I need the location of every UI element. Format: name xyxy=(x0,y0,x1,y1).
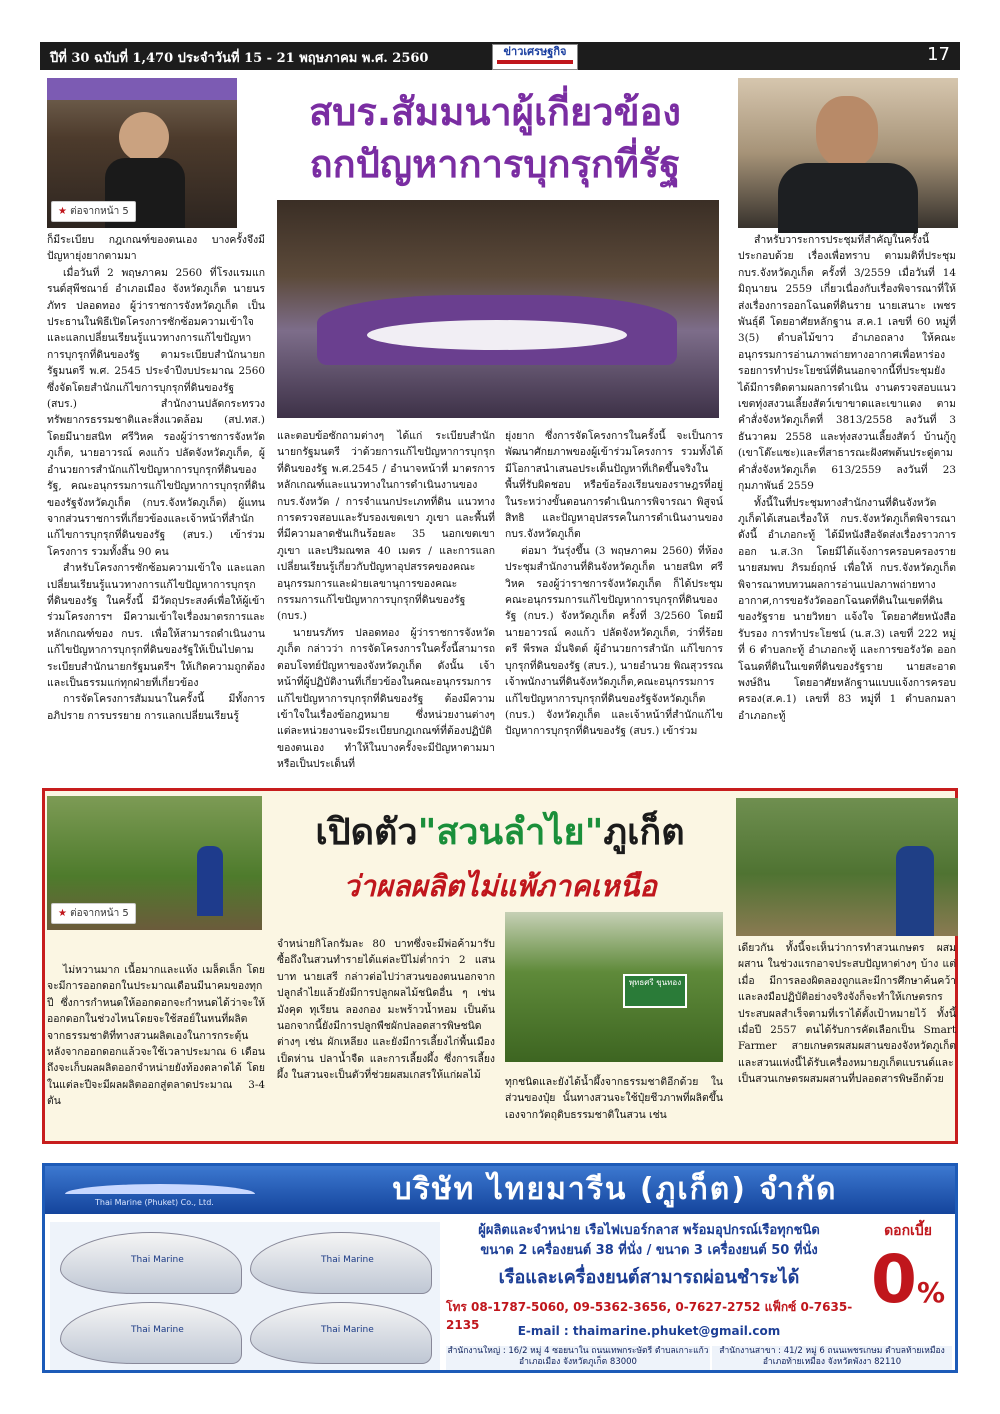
farmer-figure xyxy=(197,846,223,916)
paragraph: เมื่อวันที่ 2 พฤษภาคม 2560 ที่โรงแรมแกรนด์สุพีชณาย์ อำเภอเมือง จังหวัดภูเก็ต นายนรภัทร ปลอดทอง ผู้ว่าราชการจังหวัดภูเก็ต เป็นประธานในพิธีเปิดโครงการซักซ้อมความเข้าใจ และแลกเปลี่ยนเรียนรู้แนวทางการแก้ไขปัญหาการบุกรุกที่ดินของรัฐ ตามระเบียบสำนักนายกรัฐมนตรี พ.ศ. 2545 ประจำปีงบประมาณ 2560 ซึ่งจัดโดยสำนักแก้ไขการบุกรุกที่ดินของรัฐ (สบร.) สำนักงานปลัดกระทรวงทรัพยากรธรรมชาติและสิ่งแวดล้อม (สป.ทส.) โดยมีนายสนิท ศรีวิหค รองผู้ว่าราชการจังหวัดภูเก็ต, นายอาวรณ์ คงแก้ว ปลัดจังหวัดภูเก็ต, ผู้อำนวยการสำนักแก้ไขปัญหาการบุกรุกที่ดินของรัฐ, คณะอนุกรรมการแก้ไขปัญหาการบุกรุกที่ดินของรัฐจังหวัดภูเก็ต (กบร.จังหวัดภูเก็ต) ผู้แทนจากส่วนราชการที่เกี่ยวข้องและเจ้าหน้าที่สำนักแก้ไขการบุกรุกที่ดินของรัฐ (สบร.) เข้าร่วมโครงการ รวมทั้งสิ้น 90 คน xyxy=(47,266,265,558)
table-cloth xyxy=(367,320,627,350)
paragraph: ยุ่งยาก ซึ่งการจัดโครงการในครั้งนี้ จะเป็นการพัฒนาศักยภาพของผู้เข้าร่วมโครงการ รวมทั้งได้มีโอกาสนำเสนอประเด็นปัญหาที่เกิดขึ้นจริงในพื้นที่รับผิดชอบ หรือข้อร้องเรียนของราษฎรที่อยู่ในระหว่างขั้นตอนการดำเนินการพิจารณา พิสูจน์สิทธิ และปัญหาอุปสรรคในการดำเนินงานของ กบร.จังหวัดภูเก็ต xyxy=(505,430,723,541)
article2-column-3 xyxy=(505,1074,723,1140)
continued-tag xyxy=(51,903,136,924)
headline-part-2: ภูเก็ต xyxy=(603,812,685,853)
article1-column-1 xyxy=(47,232,265,760)
continued-tag-text: ต่อจากหน้า 5 xyxy=(70,206,129,217)
head-office-address: สำนักงานใหญ่ : 16/2 หมู่ 4 ซอยนาใน ถนนเทพกระษัตรี ตำบลเกาะแก้ว อำเภอเมือง จังหวัดภูเก็ต 83000 xyxy=(446,1346,710,1370)
interest-value xyxy=(862,1240,954,1333)
headline-line-1: สบร.สัมมนาผู้เกี่ยวข้อง xyxy=(309,90,681,134)
article2-column-4 xyxy=(738,940,956,1140)
headline-part-1: เปิดตัว xyxy=(315,812,418,853)
boat-image xyxy=(250,1302,432,1364)
paragraph: สำหรับวาระการประชุมที่สำคัญในครั้งนี้ ประกอบด้วย เรื่องเพื่อทราบ ตามมติที่ประชุม กบร.จังหวัดภูเก็ต ครั้งที่ 3/2559 เมื่อวันที่ 14 มิถุนายน 2559 เกี่ยวเนื่องกับเรื่องพิจารณาที่ให้ส่งเรื่องการออกโฉนดที่ดินราย นายเสนาะ เพชรพันธุ์ดี โดยอาศัยหลักฐาน ส.ค.1 เลขที่ 60 หมู่ที่ 3(5) ตำบลไม้ขาว อำเภอถลาง ให้คณะอนุกรรมการอ่านภาพถ่ายทางอากาศเพื่อหาร่องรอยการทำประโยชน์ที่ดินนอกจากนี้ที่ประชุมยังได้มีการติดตามผลการดำเนิน งานตรวจสอบแนวเขตทุ่งสงวนเลี้ยงสัตว์เขาขาดและเขาแดง ตามคำสั่งจังหวัดภูเก็ตที่ 3813/2558 ลงวันที่ 3 ธันวาคม 2558 และทุ่งสงวนเลี้ยงสัตว์ บ้านกู้กู (เขาโต๊ะแซะ)และที่สาธารณะฝังศพต้นประดู่ตามคำสั่งจังหวัดภูเก็ต 613/2559 ลงวันที่ 23 กุมภาพันธ์ 2559 xyxy=(738,234,956,493)
star-icon: ★ xyxy=(58,206,67,217)
advert-header xyxy=(45,1166,955,1214)
article2-headline xyxy=(270,806,730,860)
article1-column-4 xyxy=(738,232,956,760)
advert-installment: เรือและเครื่องยนต์สามารถผ่อนชำระได้ xyxy=(498,1267,800,1288)
orchard-sign: พุทธศรี ขุนทอง xyxy=(623,974,687,1008)
issue-line: ปีที่ 30 ฉบับที่ 1,470 ประจำวันที่ 15 - 21 พฤษภาคม พ.ศ. 2560 xyxy=(50,51,429,66)
paragraph: ก็มีระเบียบ กฎเกณฑ์ของตนเอง บางครั้งจึงมีปัญหายุ่งยากตามมา xyxy=(47,234,265,263)
page-number: 17 xyxy=(927,44,950,65)
boat-image xyxy=(60,1232,242,1294)
article2-subheadline: ว่าผลผลิตไม่แพ้ภาคเหนือ xyxy=(343,869,657,903)
logo-stripe xyxy=(497,60,573,64)
farmer-figure xyxy=(896,846,934,936)
official-suit xyxy=(778,163,918,233)
paragraph: สำหรับโครงการซักซ้อมความเข้าใจ และแลกเปลี่ยนเรียนรู้แนวทางการแก้ไขปัญหาการบุกรุกที่ดินของรัฐ ในครั้งนี้ มีวัตถุประสงค์เพื่อให้ผู้เข้าร่วมโครงการฯ มีความเข้าใจเรื่องมาตรการและหลักเกณฑ์ของ กบร. เพื่อให้สามารถดำเนินงานแก้ไขปัญหาการบุกรุกที่ดินของรัฐให้เป็นไปตามระเบียบสำนักนายกรัฐมนตรีฯ ให้เกิดความถูกต้องและเป็นธรรมแก่ทุกฝ่ายที่เกี่ยวข้อง xyxy=(47,562,265,689)
meeting-photo xyxy=(277,200,719,418)
branch-office-address: สำนักงานสาขา : 41/2 หมู่ 6 ถนนเพชรเกษม ตำบลท้ายเหมือง อำเภอท้ายเหมือง จังหวัดพังงา 82110 xyxy=(712,1346,952,1370)
advert-email: E-mail : thaimarine.phuket@gmail.com xyxy=(517,1324,781,1338)
paragraph: และตอบข้อซักถามต่างๆ ได้แก่ ระเบียบสำนักนายกรัฐมนตรี ว่าด้วยการแก้ไขปัญหาการบุกรุกที่ดินของรัฐ พ.ศ.2545 / อำนาจหน้าที่ มาตรการหลักเกณฑ์และแนวทางในการดำเนินงานของ กบร.จังหวัด / การจำแนกประเภทที่ดิน แนวทางการตรวจสอบและรับรองเขตเขา ภูเขา และพื้นที่ที่มีความลาดชันเกินร้อยละ 35 นอกเขตเขา ภูเขา และปริมณฑล 40 เมตร / และการแลกเปลี่ยนเรียนรู้เกี่ยวกับปัญหาอุปสรรคของคณะอนุกรรมการและฝ่ายเลขานุการของคณะกรรมการแก้ไขปัญหาการบุกรุกที่ดินของรัฐ (กบร.) xyxy=(277,430,495,623)
paragraph: นายนรภัทร ปลอดทอง ผู้ว่าราชการจังหวัดภูเก็ต กล่าวว่า การจัดโครงการในครั้งนี้สามารถตอบโจทย์ปัญหาของจังหวัดภูเก็ต ดังนั้น เจ้าหน้าที่ผู้ปฏิบัติงานที่เกี่ยวข้องในคณะอนุกรรมการแก้ไขปัญหาการบุกรุกที่ดินของรัฐ ต้องมีความเข้าใจในเรื่องข้อกฎหมาย ซึ่งหน่วยงานต่างๆ แต่ละหน่วยงานจะมีระเบียบกฎเกณฑ์ที่ต้องปฏิบัติของตนเอง ทำให้ในบางครั้งจะมีปัญหาตามมา หรือเป็นประเด็นที่ xyxy=(277,626,495,771)
article1-column-2 xyxy=(277,428,495,771)
paragraph: ต่อมา วันรุ่งขึ้น (3 พฤษภาคม 2560) ที่ห้องประชุมสำนักงานที่ดินจังหวัดภูเก็ต นายสนิท ศรีวิหค รองผู้ว่าราชการจังหวัดภูเก็ต ก็ได้ประชุมคณะอนุกรรมการแก้ไขปัญหาการบุกรุกที่ดินของรัฐ (กบร.) จังหวัดภูเก็ต ครั้งที่ 3/2560 โดยมี นายอาวรณ์ คงแก้ว ปลัดจังหวัดภูเก็ต, ว่าที่ร้อยตรี พีรพล มั่นจิตต์ ผู้อำนวยการสำนัก แก้ไขการบุกรุกที่ดินของรัฐ (สบร.), นายอำนวย พิณสุวรรณ เจ้าพนักงานที่ดินจังหวัดภูเก็ต,คณะอนุกรรมการแก้ไขปัญหาการบุกรุกที่ดินของรัฐจังหวัดภูเก็ต (กบร.) จังหวัดภูเก็ต และเจ้าหน้าที่สำนักแก้ไขปัญหาการบุกรุกที่ดินของรัฐ (สบร.) เข้าร่วม xyxy=(505,544,723,738)
boat-image xyxy=(250,1232,432,1294)
article1-headline xyxy=(250,86,740,190)
interest-number: 0 xyxy=(871,1241,917,1318)
company-name: บริษัท ไทยมารีน (ภูเก็ต) จำกัด xyxy=(392,1172,838,1207)
speaker-photo xyxy=(47,78,237,228)
boat-photos xyxy=(50,1222,440,1370)
article2-column-1 xyxy=(47,962,265,1140)
article1-column-3 xyxy=(505,428,723,760)
advert-products: ผู้ผลิตและจำหน่าย เรือไฟเบอร์กลาส พร้อมอุปกรณ์เรือทุกชนิด xyxy=(478,1223,820,1238)
paragraph: ทั้งนี้ในที่ประชุมทางสำนักงานที่ดินจังหวัดภูเก็ตได้เสนอเรื่องให้ กบร.จังหวัดภูเก็ตพิจารณา ดังนี้ อำเภอกะทู้ ได้มีหนังสือจัดส่งเรื่องราวการออก น.ส.3ก โดยมีได้แจ้งการครอบครองราย นายสมพบ ภิรมย์ฤกษ์ เพื่อให้ กบร.จังหวัดภูเก็ตพิจารณาทบทวนผลการอ่านแปลภาพถ่ายทางอากาศ,การขอรังวัดออกโฉนดที่ดินในเขตที่ดินของรัฐราย นายวิทยา แจ้งใจ โดยอาศัยหนังสือรับรอง การทำประโยชน์ (น.ส.3) เลขที่ 222 หมู่ที่ 6 ตำบลกะทู้ อำเภอกะทู้ และการขอรังวัด ออกโฉนดที่ดินในเขตที่ดินของรัฐราย นายสะอาด พงษ์ถิน โดยอาศัยหลักฐานแบบแจ้งการครอบครอง(ส.ค.1) เลขที่ 83 หมู่ที่ 1 ตำบลกมลา อำเภอกะทู้ xyxy=(738,496,956,722)
boat-label: Thai Marine xyxy=(321,1255,374,1265)
page-header-bar xyxy=(40,42,960,70)
official-photo xyxy=(738,78,958,228)
logo-text: ข่าวเศรษฐกิจ xyxy=(503,45,567,58)
boat-label: Thai Marine xyxy=(321,1325,374,1335)
paragraph: การจัดโครงการสัมมนาในครั้งนี้ มีทั้งการอภิปราย การบรรยาย การแลกเปลี่ยนเรียนรู้ xyxy=(47,693,265,722)
paragraph: จำหน่ายกิโลกรัมละ 80 บาทซึ่งจะมีพ่อค้ามารับซื้อถึงในสวนทำรายได้แต่ละปีไม่ต่ำกว่า 2 แสนบาท นายเสรี กล่าวต่อไปว่าสวนของตนนอกจาก ปลูกลำไยแล้วยังมีการปลูกผลไม้ชนิดอื่น ๆ เช่น มังคุด ทุเรียน ลองกอง มะพร้าวน้ำหอม เป็นต้นนอกจากนี้ยังมีการปลูกพืชผักปลอดสารพิษชนิดต่างๆ เช่น ผักเหลียง และยังมีการเลี้ยงไก่พื้นเมือง เป็ดห่าน ปลาน้ำจืด และการเลี้ยงผึ้ง ซึ่งการเลี้ยงผึ้ง ในสวนจะเป็นตัวที่ช่วยผสมเกสรให้แก่ผลไม้ xyxy=(277,938,495,1082)
paragraph: ไม่หวานมาก เนื้อมากและแห้ง เมล็ดเล็ก โดยจะมีการออกดอกในประมาณเดือนมีนาคมของทุกปี ซึ่งการกำหนดให้ออกดอกจะกำหนดได้ว่าจะให้ออกดอกในช่วงไหนโดยจะใช้สอย์ในหนที่ผลิตจากธรรมชาติที่ทางสวนผลิตเองในการกระตุ้นหลังจากออกดอกแล้วจะใช้เวลาประมาณ 6 เดือนถึงจะเก็บผลผลิตออกจำหน่ายยังท้องตลาดได้ โดยในแต่ละปีจะมีผลผลิตออกสู่ตลาดประมาณ 3-4 ตัน xyxy=(47,964,265,1108)
photo-banner xyxy=(47,78,237,100)
boat-label: Thai Marine xyxy=(131,1325,184,1335)
logo-caption: Thai Marine (Phuket) Co., Ltd. xyxy=(95,1198,214,1207)
newspaper-logo xyxy=(492,44,578,70)
advert-phone: โทร 08-1787-5060, 09-5362-3656, 0-7627-2752 แฟ็กซ์ 0-7635-2135 xyxy=(446,1300,853,1332)
headline-quote: "สวนลำไย" xyxy=(417,812,604,853)
star-icon: ★ xyxy=(58,908,67,919)
interest-unit: % xyxy=(916,1276,945,1309)
advert-sizes: ขนาด 2 เครื่องยนต์ 38 ที่นั่ง / ขนาด 3 เครื่องยนต์ 50 ที่นั่ง xyxy=(480,1243,818,1258)
official-head xyxy=(816,96,878,168)
interest-badge xyxy=(862,1222,954,1332)
boat-label: Thai Marine xyxy=(131,1255,184,1265)
orchard-photo-left xyxy=(47,796,262,930)
orchard-photo-right xyxy=(736,798,958,936)
paragraph: เดียวกัน ทั้งนี้จะเห็นว่าการทำสวนเกษตร ผสมผสาน ในช่วงแรกอาจประสบปัญหาต่างๆ บ้าง แต่เมื่อ มีการลองผิดลองถูกและมีการศึกษาค้นคว้า และลงมือปฏิบัติอย่างจริงจังก็จะทำให้เกษตรกรประสบผลสำเร็จตามที่เราได้ตั้งเป้าหมายไว้ ทั้งนี้เมื่อปี 2557 ตนได้รับการคัดเลือกเป็น Smart Farmer สายเกษตรผสมผสานของจังหวัดภูเก็ต และสวนแห่งนี้ได้รับเครื่องหมายภูเก็ตแบรนด์และเป็นสวนเกษตรผสมผสานที่ปลอดสารพิษอีกด้วย xyxy=(738,942,956,1086)
continued-tag-text: ต่อจากหน้า 5 xyxy=(70,908,129,919)
headline-line-2: ถกปัญหาการบุกรุกที่รัฐ xyxy=(309,142,681,186)
boat-image xyxy=(60,1302,242,1364)
paragraph: ทุกชนิดและยังได้น้ำผึ้งจากธรรมชาติอีกด้วย ในส่วนของปุ๋ย นั้นทางสวนจะใช้ปุ๋ยชีวภาพที่ผลิตขึ้นเองจากวัตถุดิบธรรมชาติในสวน เช่น xyxy=(505,1076,723,1121)
logo-wave xyxy=(65,1184,255,1194)
continued-tag xyxy=(51,201,136,222)
article2-column-2 xyxy=(277,936,495,1140)
company-logo xyxy=(65,1176,255,1207)
speaker-head xyxy=(119,112,169,162)
interest-label: ดอกเบี้ย xyxy=(884,1223,932,1239)
longan-tree-photo xyxy=(505,912,723,1062)
